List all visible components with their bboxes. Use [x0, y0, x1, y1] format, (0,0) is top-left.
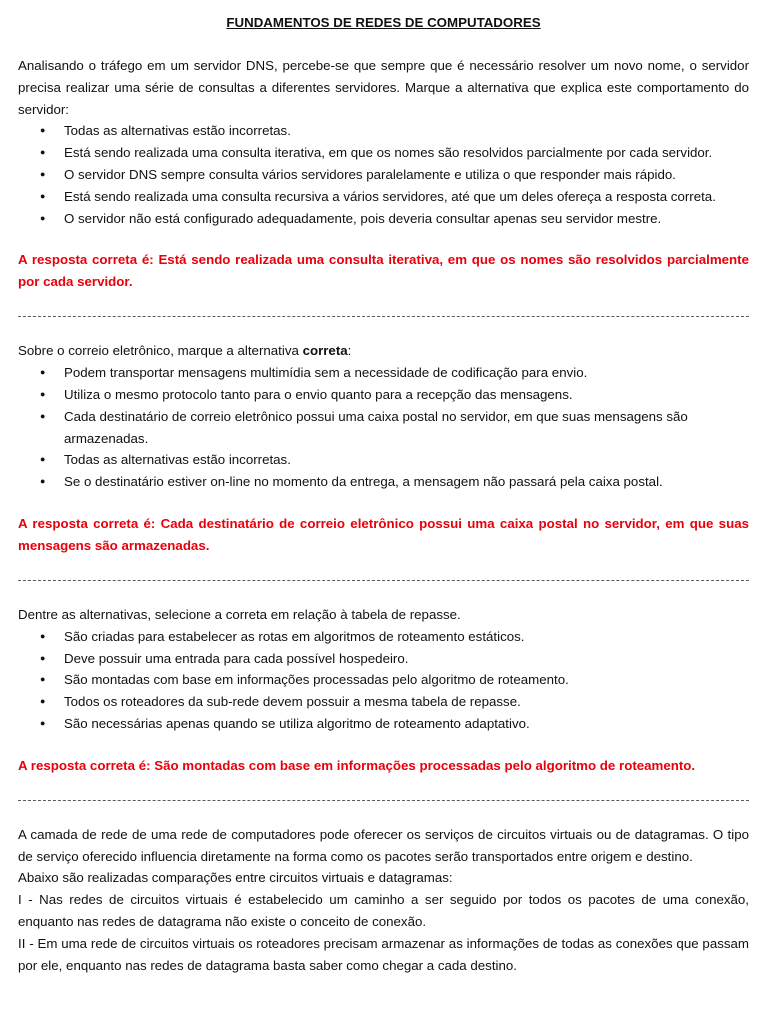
list-item: ● O servidor não está configurado adequadamente, pois deveria consultar apenas seu servidor mestre. [18, 208, 749, 230]
question-1-options [18, 120, 749, 229]
dashed-separator [18, 800, 749, 801]
list-item: ● Todas as alternativas estão incorretas. [18, 120, 749, 142]
bullet-icon: ● [40, 367, 46, 378]
question-2-options [18, 362, 749, 493]
question-4-intro: A camada de rede de uma rede de computadores pode oferecer os serviços de circuitos virtuais ou de datagramas. O tipo de serviço oferecido influencia diretamente na forma como os pacotes serão transportados entre origem e destino. [18, 826, 749, 864]
question-4-comparison-lead: Abaixo são realizadas comparações entre circuitos virtuais e datagramas: [18, 870, 453, 886]
question-2 [18, 340, 749, 557]
emphasis-correta: correta [302, 343, 348, 359]
list-item: ● Todas as alternativas estão incorretas. [18, 449, 749, 471]
list-item: ● São montadas com base em informações processadas pelo algoritmo de roteamento. [18, 669, 749, 691]
list-item: ● São necessárias apenas quando se utiliza algoritmo de roteamento adaptativo. [18, 713, 749, 735]
bullet-icon: ● [40, 652, 46, 663]
question-1-prompt: Analisando o tráfego em um servidor DNS, percebe-se que sempre que é necessário resolver um novo nome, o servidor precisa realizar uma série de consultas a diferentes servidores. Marque a alternativa que explica este comportamento do servidor: [18, 58, 749, 117]
bullet-icon: ● [40, 674, 46, 685]
list-item: ● Está sendo realizada uma consulta recursiva a vários servidores, até que um deles ofereça a resposta correta. [18, 186, 749, 208]
question-4-statement-ii: II - Em uma rede de circuitos virtuais os roteadores precisam armazenar as informações de todas as conexões que passam por ele, enquanto nas redes de datagrama basta saber como chegar a cada destino. [18, 935, 749, 973]
list-item: ● São criadas para estabelecer as rotas em algoritmos de roteamento estáticos. [18, 626, 749, 648]
question-3 [18, 604, 749, 777]
bullet-icon: ● [40, 147, 46, 158]
list-item: ● Se o destinatário estiver on-line no momento da entrega, a mensagem não passará pela caixa postal. [18, 471, 749, 493]
bullet-icon: ● [40, 212, 46, 223]
question-3-prompt: Dentre as alternativas, selecione a correta em relação à tabela de repasse. [18, 606, 461, 622]
bullet-icon: ● [40, 717, 46, 728]
question-3-answer: A resposta correta é: São montadas com base em informações processadas pelo algoritmo de roteamento. [18, 757, 696, 773]
question-1-answer: A resposta correta é: Está sendo realizada uma consulta iterativa, em que os nomes são resolvidos parcialmente por cada servidor. [18, 252, 749, 290]
bullet-icon: ● [40, 454, 46, 465]
dashed-separator [18, 580, 749, 581]
question-1 [18, 55, 749, 293]
question-3-options [18, 626, 749, 735]
list-item: ● Deve possuir uma entrada para cada possível hospedeiro. [18, 648, 749, 670]
bullet-icon: ● [40, 630, 46, 641]
dashed-separator [18, 316, 749, 317]
bullet-icon: ● [40, 190, 46, 201]
list-item: ● Todos os roteadores da sub-rede devem possuir a mesma tabela de repasse. [18, 691, 749, 713]
bullet-icon: ● [40, 696, 46, 707]
question-4-statement-i: I - Nas redes de circuitos virtuais é estabelecido um caminho a ser seguido por todos os pacotes de uma conexão, enquanto nas redes de datagrama não existe o conceito de conexão. [18, 892, 749, 929]
bullet-icon: ● [40, 125, 46, 136]
bullet-icon: ● [40, 410, 46, 421]
question-2-answer: A resposta correta é: Cada destinatário de correio eletrônico possui uma caixa postal no servidor, em que suas mensagens são armazenadas. [18, 515, 749, 553]
bullet-icon: ● [40, 168, 46, 179]
question-4 [18, 824, 749, 977]
question-2-prompt: Sobre o correio eletrônico, marque a alternativa correta: [18, 343, 352, 359]
document-title: FUNDAMENTOS DE REDES DE COMPUTADORES [226, 15, 541, 30]
list-item: ● Podem transportar mensagens multimídia sem a necessidade de codificação para envio. [18, 362, 749, 384]
bullet-icon: ● [40, 388, 46, 399]
list-item: ● O servidor DNS sempre consulta vários servidores paralelamente e utiliza o que responder mais rápido. [18, 164, 749, 186]
list-item: ● Cada destinatário de correio eletrônico possui uma caixa postal no servidor, em que suas mensagens são armazenadas. [18, 406, 749, 450]
list-item: ● Utiliza o mesmo protocolo tanto para o envio quanto para a recepção das mensagens. [18, 384, 749, 406]
list-item: ● Está sendo realizada uma consulta iterativa, em que os nomes são resolvidos parcialmente por cada servidor. [18, 142, 749, 164]
bullet-icon: ● [40, 476, 46, 487]
